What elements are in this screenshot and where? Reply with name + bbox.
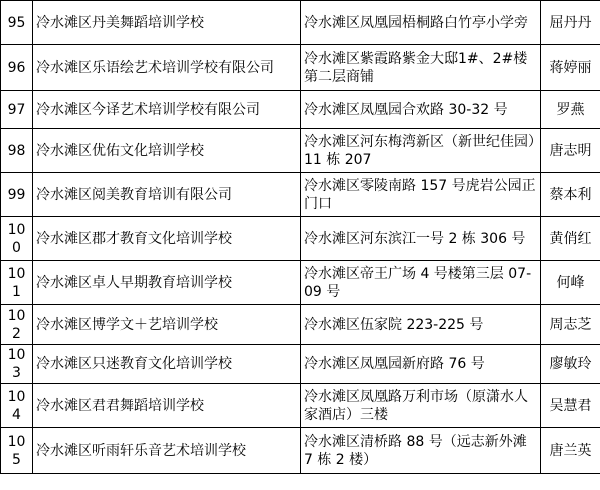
- table-row: [1, 261, 600, 305]
- person-name-cell: 唐兰英: [541, 428, 600, 474]
- person-name-cell: 黄俏红: [541, 217, 600, 261]
- table-row: [1, 45, 600, 91]
- row-number-cell: 100: [1, 217, 33, 261]
- address-cell: 冷水滩区凤凰路万利市场（原潇水人家酒店）三楼: [301, 384, 541, 428]
- address-cell: 冷水滩区帝王广场 4 号楼第三层 07-09 号: [301, 261, 541, 305]
- school-name-cell: 冷水滩区只迷教育文化培训学校: [33, 345, 301, 384]
- row-number-cell: 95: [1, 1, 33, 45]
- table-row: [1, 345, 600, 384]
- person-name-cell: 周志芝: [541, 305, 600, 345]
- person-name-cell: 吴慧君: [541, 384, 600, 428]
- address-cell: 冷水滩区零陵南路 157 号虎岩公园正门口: [301, 173, 541, 217]
- row-number-cell: 103: [1, 345, 33, 384]
- address-cell: 冷水滩区紫霞路紫金大邸1#、2#楼第二层商铺: [301, 45, 541, 91]
- school-name-cell: 冷水滩区博学文＋艺培训学校: [33, 305, 301, 345]
- address-cell: 冷水滩区凤凰园合欢路 30-32 号: [301, 91, 541, 129]
- person-name-cell: 唐志明: [541, 129, 600, 173]
- person-name-cell: 蔡本利: [541, 173, 600, 217]
- person-name-cell: 罗燕: [541, 91, 600, 129]
- school-name-cell: 冷水滩区乐语绘艺术培训学校有限公司: [33, 45, 301, 91]
- row-number-cell: 101: [1, 261, 33, 305]
- person-name-cell: 蒋婷丽: [541, 45, 600, 91]
- table-row: [1, 384, 600, 428]
- address-cell: 冷水滩区凤凰园新府路 76 号: [301, 345, 541, 384]
- address-cell: 冷水滩区河东梅湾新区（新世纪佳园）11 栋 207: [301, 129, 541, 173]
- school-name-cell: 冷水滩区阅美教育培训有限公司: [33, 173, 301, 217]
- school-name-cell: 冷水滩区丹美舞蹈培训学校: [33, 1, 301, 45]
- row-number-cell: 97: [1, 91, 33, 129]
- address-cell: 冷水滩区凤凰园梧桐路白竹亭小学旁: [301, 1, 541, 45]
- table-row: [1, 173, 600, 217]
- person-name-cell: 廖敏玲: [541, 345, 600, 384]
- school-name-cell: 冷水滩区卓人早期教育培训学校: [33, 261, 301, 305]
- person-name-cell: 屈丹丹: [541, 1, 600, 45]
- row-number-cell: 104: [1, 384, 33, 428]
- row-number-cell: 98: [1, 129, 33, 173]
- table-row: [1, 91, 600, 129]
- row-number-cell: 99: [1, 173, 33, 217]
- school-name-cell: 冷水滩区郡才教育文化培训学校: [33, 217, 301, 261]
- address-cell: 冷水滩区伍家院 223-225 号: [301, 305, 541, 345]
- table-row: [1, 217, 600, 261]
- table-row: [1, 428, 600, 474]
- table-body: [1, 1, 600, 474]
- school-name-cell: 冷水滩区听雨轩乐音艺术培训学校: [33, 428, 301, 474]
- table-row: [1, 1, 600, 45]
- school-name-cell: 冷水滩区今译艺术培训学校有限公司: [33, 91, 301, 129]
- row-number-cell: 102: [1, 305, 33, 345]
- address-cell: 冷水滩区清桥路 88 号（远志新外滩 7 栋 2 楼）: [301, 428, 541, 474]
- person-name-cell: 何峰: [541, 261, 600, 305]
- school-name-cell: 冷水滩区优佑文化培训学校: [33, 129, 301, 173]
- school-name-cell: 冷水滩区君君舞蹈培训学校: [33, 384, 301, 428]
- table-row: [1, 305, 600, 345]
- row-number-cell: 105: [1, 428, 33, 474]
- row-number-cell: 96: [1, 45, 33, 91]
- address-cell: 冷水滩区河东滨江一号 2 栋 306 号: [301, 217, 541, 261]
- table-row: [1, 129, 600, 173]
